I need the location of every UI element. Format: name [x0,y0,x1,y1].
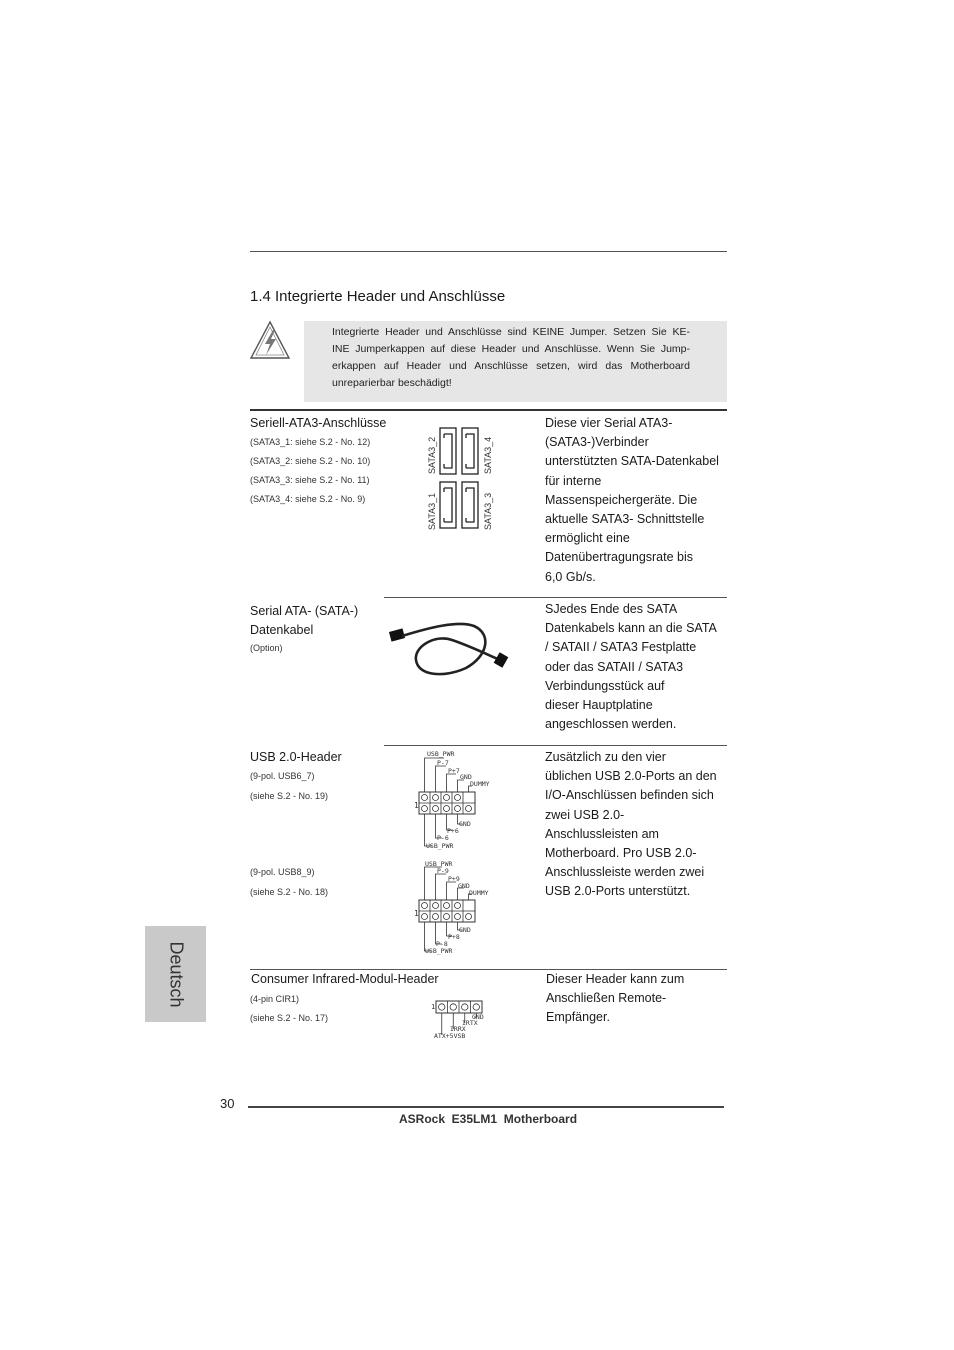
desc-line: üblichen USB 2.0-Ports an den [545,769,717,784]
usb-divider [384,745,727,746]
pin-label: P-7 [437,759,449,767]
warning-text [332,324,690,392]
pin-label: GND [458,882,470,890]
sata-cable-divider [384,597,727,598]
desc-line: Dieser Header kann zum [546,972,685,986]
desc-line: Diese vier Serial ATA3- [545,416,673,430]
cir-title: Consumer Infrared-Modul-Header [251,972,439,986]
desc-line: Datenübertragungsrate bis [545,550,694,565]
desc-line: Verbindungsstück auf [545,678,665,693]
pin-label: DUMMY [469,889,489,897]
desc-line: Motherboard. Pro USB 2.0- [545,846,697,861]
sata3-ref: (SATA3_2: siehe S.2 - No. 10) [250,456,371,466]
cir-ref: (siehe S.2 - No. 17) [250,1013,329,1023]
sata3-title: Seriell-ATA3-Anschlüsse [250,416,387,430]
sata3-description [545,414,730,587]
sata3-port-label: SATA3_2 [427,436,437,474]
sata-cable-title-line: Datenkabel [250,623,314,637]
desc-line: (SATA3-)Verbinder [545,435,649,450]
sata3-ref: (SATA3_1: siehe S.2 - No. 12) [250,437,371,447]
usb-header1-ref: (siehe S.2 - No. 19) [250,791,329,801]
usb-header1-diagram [412,748,502,852]
footer-divider [248,1106,724,1108]
pin-label: P+7 [448,767,460,775]
desc-line: Zusätzlich zu den vier [545,750,666,764]
pin-label: P+9 [448,875,460,883]
pin-label: USB_PWR [427,750,455,758]
sata-cable-image [388,616,512,684]
language-side-tab [145,926,206,1022]
desc-line: USB 2.0-Ports unterstützt. [545,884,691,899]
footer-model: ASRock E35LM1 Motherboard [399,1112,578,1126]
desc-line: Empfänger. [546,1010,610,1025]
desc-line: zwei USB 2.0- [545,807,625,822]
cir-description [546,970,731,1028]
sata-cable-title [250,602,358,640]
sata-cable-title-line: Serial ATA- (SATA-) [250,604,359,618]
desc-line: Anschlussleiste werden zwei [545,865,705,880]
pin-label: ATX+5VSB [434,1032,466,1040]
pin-label: GND [472,1013,484,1021]
section-title: 1.4 Integrierte Header und Anschlüsse [250,288,506,305]
pin-label: GND [460,773,472,781]
sata3-divider [250,409,727,411]
pin-label: P+8 [448,933,460,941]
usb-header1-pins: (9-pol. USB6_7) [250,771,315,781]
sata3-ref: (SATA3_3: siehe S.2 - No. 11) [250,475,370,485]
sata3-ref: (SATA3_4: siehe S.2 - No. 9) [250,494,366,504]
desc-line: Anschließen Remote- [546,991,667,1006]
sata3-port-label: SATA3_3 [483,492,493,530]
cir-header-diagram [430,998,502,1042]
pin-label: USB_PWR [425,860,453,868]
pin1-label: 1 [414,909,419,918]
top-divider [250,251,727,252]
usb-header2-pins: (9-pol. USB8_9) [250,867,315,877]
pin-label: IRRX [450,1025,466,1033]
pin1-label: 1 [414,801,419,810]
pin-label: GND [459,926,471,934]
desc-line: aktuelle SATA3- Schnittstelle [545,512,705,527]
sata-cable-option: (Option) [250,643,283,653]
desc-line: Massenspeichergeräte. Die [545,492,698,507]
desc-line: / SATAII / SATA3 Festplatte [545,640,697,655]
desc-line: oder das SATAII / SATA3 [545,659,684,674]
desc-line: 6,0 Gb/s. [545,569,596,584]
desc-line: angeschlossen werden. [545,717,677,732]
desc-line: SJedes Ende des SATA [545,602,678,616]
language-label: Deutsch [166,941,187,1008]
pin-label: DUMMY [470,780,490,788]
warning-line: Integrierte Header und Anschlüsse sind KEINE Jumper. Setzen Sie KE- [332,326,690,338]
warning-line: erkappen auf Header und Anschlüsse setzen, wird das Motherboard [332,360,690,372]
sata3-port-label: SATA3_4 [483,436,493,474]
pin-label: P-8 [436,940,448,948]
warning-line: INE Jumperkappen auf diese Header und Anschlüsse. Wenn Sie Jump- [332,343,690,355]
pin-label: USB_PWR [425,947,453,955]
sata-cable-description [545,600,730,734]
usb-title: USB 2.0-Header [250,750,342,764]
pin1-label: 1 [431,1003,436,1011]
cir-pins: (4-pin CIR1) [250,994,300,1004]
warning-line: unreparierbar beschädigt! [332,377,452,389]
desc-line: für interne [545,473,602,488]
desc-line: Datenkabels kann an die SATA [545,621,717,636]
desc-line: I/O-Anschlüssen befinden sich [545,788,714,803]
pin-label: GND [459,820,471,828]
sata3-port-label: SATA3_1 [427,492,437,530]
pin-label: P-6 [437,834,449,842]
desc-line: Anschlussleisten am [545,826,659,841]
usb-description [545,748,730,902]
pin-label: P-9 [437,867,449,875]
pin-label: P+6 [447,827,459,835]
desc-line: dieser Hauptplatine [545,698,653,713]
caution-icon [249,320,291,360]
desc-line: unterstützten SATA-Datenkabel [545,454,719,469]
sata3-ports-diagram [424,424,496,534]
desc-line: ermöglicht eine [545,531,630,546]
page-number: 30 [220,1096,235,1111]
pin-label: USB_PWR [426,842,454,850]
pin-label: IRTX [462,1019,478,1027]
usb-header2-diagram [412,858,502,958]
usb-header2-ref: (siehe S.2 - No. 18) [250,887,329,897]
